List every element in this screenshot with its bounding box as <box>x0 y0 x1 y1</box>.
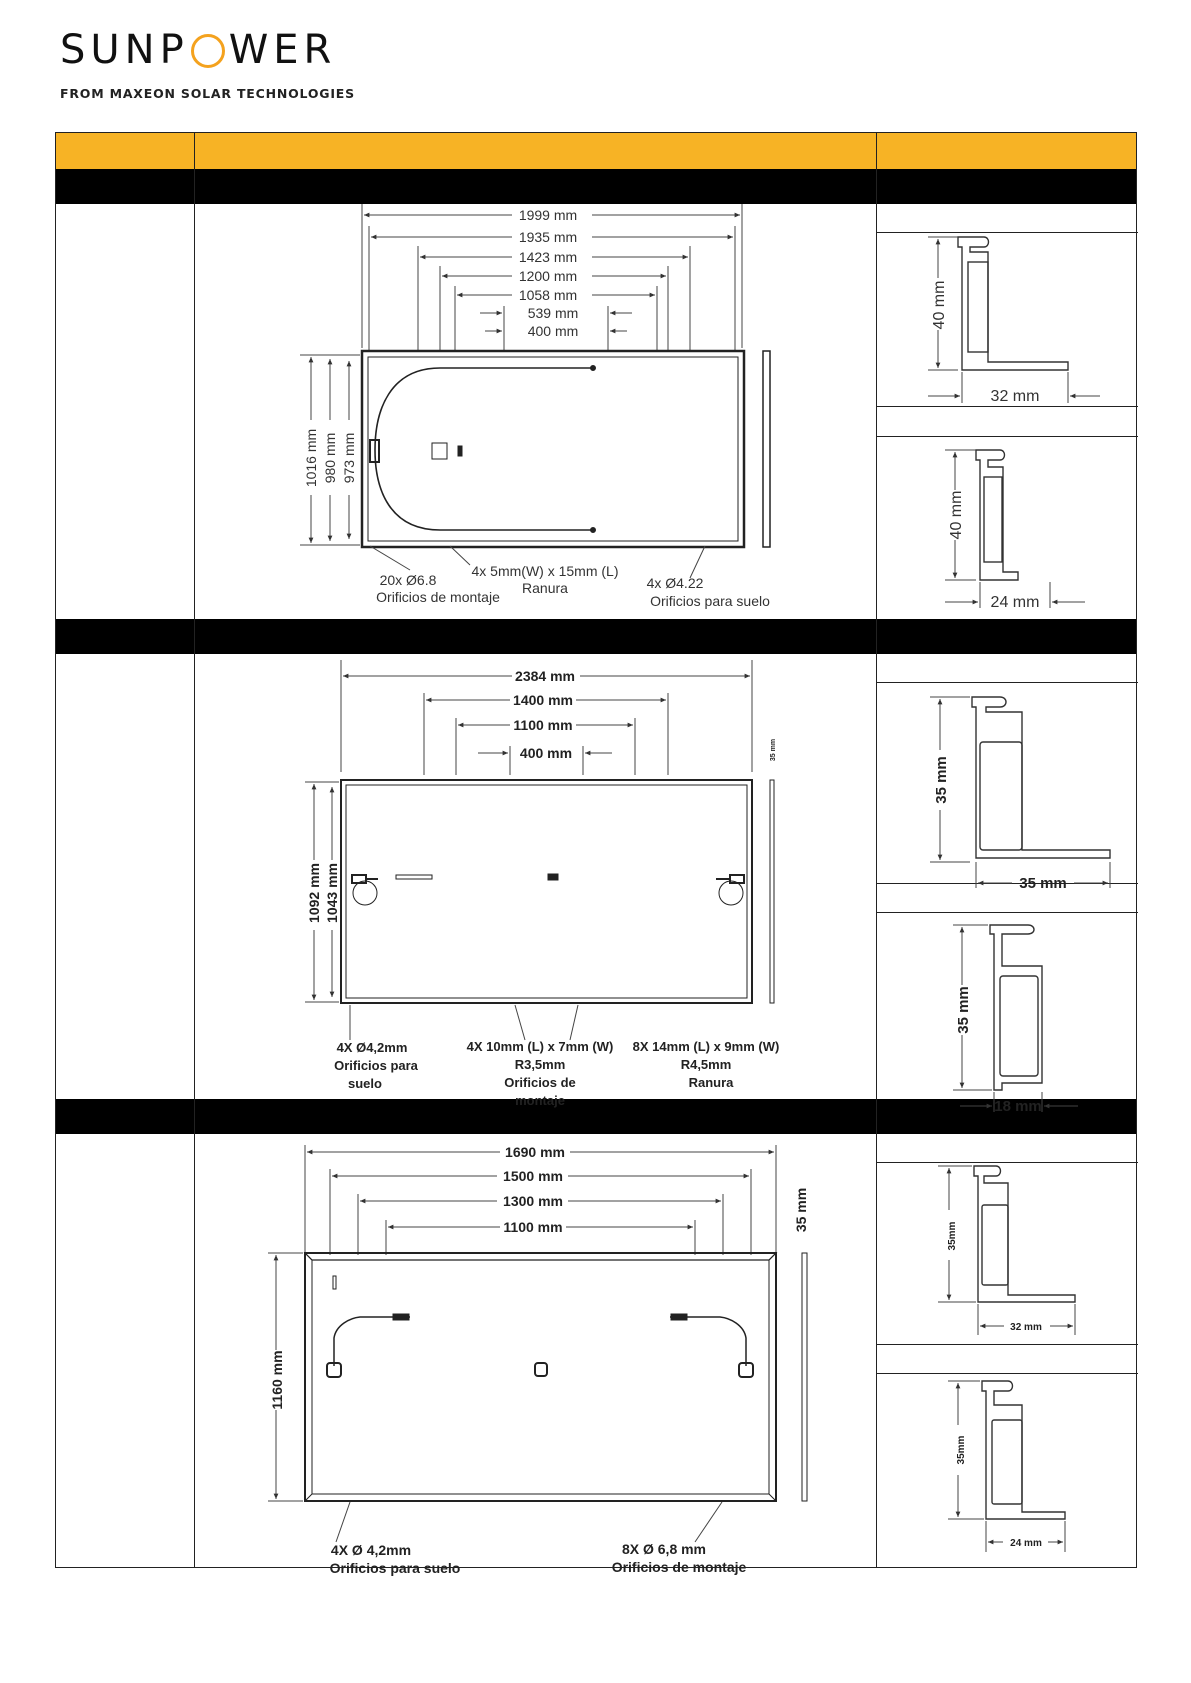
dim-top-4: 1200 mm <box>518 268 578 284</box>
dim2-top-1: 2384 mm <box>515 668 575 684</box>
frame-profile-3a <box>974 1166 1075 1302</box>
dim-side-1: 1016 mm <box>303 428 319 488</box>
profile-2b-height: 35 mm <box>955 986 972 1034</box>
dim2-top-3: 1100 mm <box>513 717 573 733</box>
dim2-top-2: 1400 mm <box>513 692 573 708</box>
callout-2a: 4x 5mm(W) x 15mm (L) <box>471 563 619 579</box>
frame-profile-3b <box>982 1381 1065 1519</box>
dim2-side-1: 1092 mm <box>306 863 322 923</box>
dim3-top-3: 1300 mm <box>503 1193 563 1209</box>
profile-3b-width: 24 mm <box>1010 1538 1042 1549</box>
dim2-top-4: 400 mm <box>519 745 573 761</box>
profile-1a-width: 32 mm <box>990 388 1040 405</box>
profile-2a-height: 35 mm <box>933 756 950 804</box>
callout-3b: Orificios para suelo <box>650 593 770 609</box>
dim3-top-1: 1690 mm <box>505 1144 565 1160</box>
callout2-2a: 4X 10mm (L) x 7mm (W) <box>466 1039 614 1054</box>
callout2-3b: R4,5mm <box>680 1057 732 1072</box>
callout2-1b: Orificios para <box>334 1058 418 1073</box>
logo-text-right: WER <box>228 27 337 73</box>
profile-2b-width: 18 mm <box>994 1098 1042 1115</box>
callout3-2a: 8X Ø 6,8 mm <box>621 1541 707 1557</box>
callout3-2b: Orificios de montaje <box>611 1559 747 1575</box>
callout2-2c: Orificios de <box>504 1075 576 1090</box>
logo-text-left: SUNP <box>60 27 189 73</box>
profile-1b-height: 40 mm <box>948 490 965 540</box>
callout-1b: Orificios de montaje <box>376 589 500 605</box>
logo-subtitle: FROM MAXEON SOLAR TECHNOLOGIES <box>60 86 355 101</box>
dim-top-6: 539 mm <box>527 305 579 321</box>
frame-profile-1b <box>976 450 1018 580</box>
profile-3a-height: 35mm <box>947 1221 958 1251</box>
callout2-3a: 8X 14mm (L) x 9mm (W) <box>632 1039 780 1054</box>
dim3-top-4: 1100 mm <box>503 1219 563 1235</box>
dim3-top-2: 1500 mm <box>503 1168 563 1184</box>
callout3-1b: Orificios para suelo <box>329 1560 461 1576</box>
callout2-3c: Ranura <box>688 1075 734 1090</box>
callout-2b: Ranura <box>522 580 568 596</box>
dim-top-5: 1058 mm <box>518 287 578 303</box>
callout2-2b: R3,5mm <box>514 1057 566 1072</box>
dim3-side-1: 1160 mm <box>269 1350 285 1410</box>
profile-1a-height: 40 mm <box>931 280 948 330</box>
dim2-thickness: 35 mm <box>770 738 777 762</box>
frame-profile-2a <box>972 697 1110 858</box>
dim-top-1: 1999 mm <box>518 207 578 223</box>
dim-side-3: 973 mm <box>341 432 357 484</box>
callout2-1c: suelo <box>348 1076 382 1091</box>
dim-top-3: 1423 mm <box>518 249 578 265</box>
dim-top-7: 400 mm <box>527 323 579 339</box>
dim3-thickness: 35 mm <box>793 1187 809 1233</box>
profile-3b-height: 35mm <box>956 1435 967 1465</box>
frame-profile-1a <box>958 237 1068 370</box>
dim2-side-2: 1043 mm <box>324 863 340 923</box>
dim-top-2: 1935 mm <box>518 229 578 245</box>
callout-1a: 20x Ø6.8 <box>379 572 437 588</box>
callout3-1a: 4X Ø 4,2mm <box>330 1542 412 1558</box>
callout-3a: 4x Ø4.22 <box>646 575 704 591</box>
frame-profile-2b <box>990 925 1042 1090</box>
callout2-1a: 4X Ø4,2mm <box>336 1040 408 1055</box>
callout2-2d: montaje <box>515 1093 565 1108</box>
profile-1b-width: 24 mm <box>990 594 1040 611</box>
profile-3a-width: 32 mm <box>1010 1322 1042 1333</box>
profile-2a-width: 35 mm <box>1019 875 1067 892</box>
dim-side-2: 980 mm <box>322 432 338 484</box>
